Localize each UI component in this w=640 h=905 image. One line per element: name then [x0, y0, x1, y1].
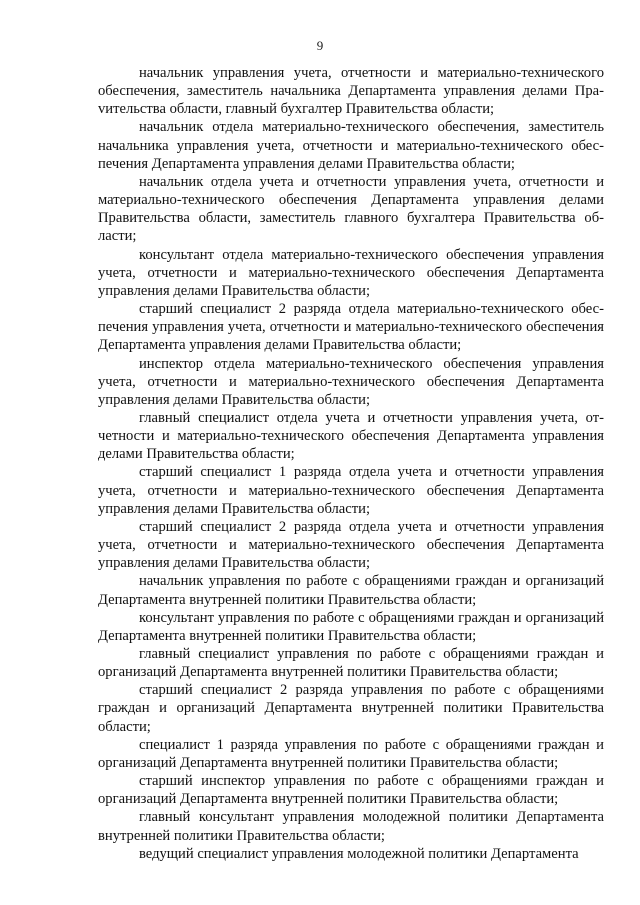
paragraph: старший специалист 1 разряда отдела учета и отчетности управления учета, отчетности и материально-технического обеспечения Департамента управления делами Правительства области; — [98, 464, 604, 517]
paragraph: консультант отдела материально-технического обеспечения управления учета, отчетности и материально-технического обеспечения Департамента управления делами Правительства области; — [98, 246, 604, 299]
paragraph: начальник отдела учета и отчетности управления учета, отчетности и материально-технического обеспечения Департамента управления делами Правительства области, заместитель главного бухгалтера Правительства области; — [98, 173, 604, 245]
paragraph: начальник управления по работе с обращениями граждан и организаций Департамента внутренней политики Правительства области; — [98, 573, 604, 608]
paragraph: старший специалист 2 разряда управления по работе с обращениями граждан и организаций Департамента внутренней политики Правительства области; — [98, 682, 604, 735]
paragraph: старший инспектор управления по работе с обращениями граждан и организаций Департамента внутренней политики Правительства области; — [98, 773, 604, 808]
paragraph: начальник отдела материально-технического обеспечения, заместитель начальника управления учета, отчетности и материально-технического обеспечения Департамента управления делами Правительства области; — [98, 119, 604, 172]
paragraph: ведущий специалист управления молодежной политики Департамента — [139, 845, 579, 862]
paragraph: консультант управления по работе с обращениями граждан и организаций Департамента внутренней политики Правительства области; — [98, 609, 604, 644]
paragraph: старший специалист 2 разряда отдела материально-технического обеспечения управления учета, отчетности и материально-технического обеспечения Департамента управления делами Правительства области; — [98, 301, 604, 354]
page-number: 9 — [316, 38, 324, 53]
paragraph: старший специалист 2 разряда отдела учета и отчетности управления учета, отчетности и материально-технического обеспечения Департамента управления делами Правительства области; — [98, 518, 604, 572]
paragraph: главный специалист управления по работе с обращениями граждан и организаций Департамента внутренней политики Правительства области; — [98, 646, 604, 681]
paragraph: начальник управления учета, отчетности и материально-технического обеспечения, заместитель начальника Департамента управления делами Праvительства области, главный бухгалтер Правительства области; — [98, 65, 604, 118]
paragraph: главный консультант управления молодежной политики Департамента внутренней политики Правительства области; — [98, 809, 604, 844]
paragraph: главный специалист отдела учета и отчетности управления учета, отчетности и материально-технического обеспечения Департамента управления делами Правительства области; — [98, 409, 604, 463]
document-body — [98, 64, 604, 863]
paragraph: инспектор отдела материально-технического обеспечения управления учета, отчетности и материально-технического обеспечения Департамента управления делами Правительства области; — [98, 355, 604, 408]
paragraph: специалист 1 разряда управления по работе с обращениями граждан и организаций Департамента внутренней политики Правительства области; — [98, 736, 604, 771]
